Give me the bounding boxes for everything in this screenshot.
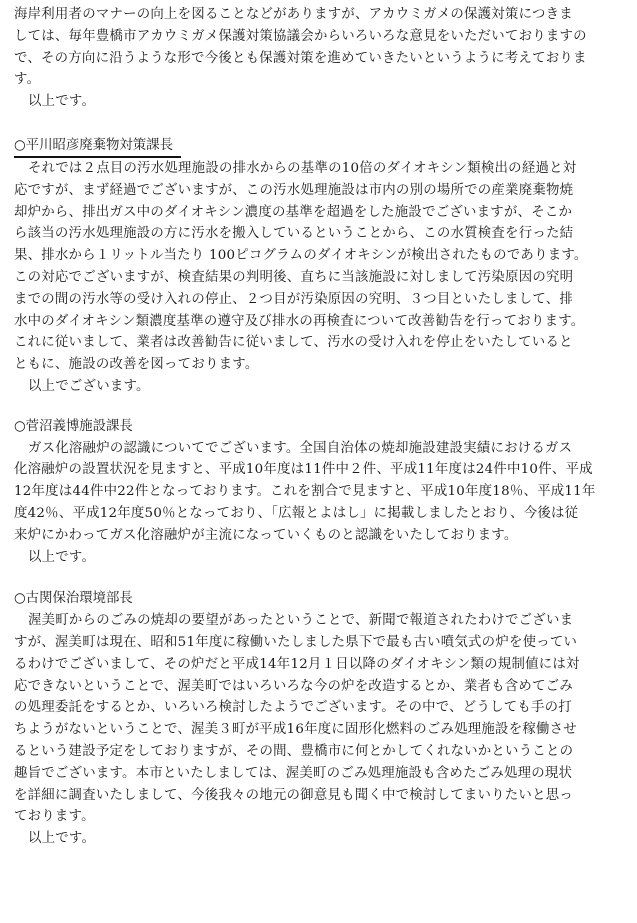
speech-line: 趣旨でございます。本市といたしましては、渥美町のごみ処理施設も含めたごみ処理の現状 — [14, 765, 573, 781]
speech-line: ら該当の汚水処理施設の方に汚水を搬入しているということから、この水質検査を行った結 — [14, 226, 574, 242]
speech-line: までの間の汚水等の受け入れの停止、２つ目が汚染原因の究明、３つ目といたしまして、排 — [14, 291, 573, 307]
speech-line: 12年度は44件中22件となっております。これを割合で見ますと、平成10年度18％、平成11年 — [14, 484, 596, 500]
speech-line: すが、渥美町は現在、昭和51年度に稼働いたしました県下で最も古い噴気式の炉を使ってい — [14, 634, 578, 650]
speech-closing: 以上です。 — [28, 549, 96, 565]
speech-line: 化溶融炉の設置状況を見ますと、平成10年度は11件中２件、平成11年度は24件中10件、平成 — [14, 462, 593, 478]
speaker-name: ○菅沼義博施設課長 — [14, 418, 133, 434]
speech-line: の処理委託をするとか、いろいろ検討したようでございます。その中で、どうしても手の打 — [14, 700, 572, 716]
intro-line: 海岸利用者のマナーの向上を図ることなどがありますが、アカウミガメの保護対策につきま — [14, 7, 573, 22]
speech-line: るという建設予定をしておりますが、その間、豊橋市に何とかしてくれないかということの — [14, 743, 574, 759]
speech-line: ともに、施設の改善を図っております。 — [14, 357, 259, 373]
speech-line: 果、排水から１リットル当たり 100ピコグラムのダイオキシンが検出されたものであります。 — [14, 248, 588, 264]
section-gap — [14, 398, 631, 415]
speech-line: ガス化溶融炉の認識についてでございます。全国自治体の焼却施設建設実績におけるガス — [28, 440, 573, 456]
speech-line: 渥美町からのごみの焼却の要望があったということで、新聞で報道されたわけでございま — [28, 613, 574, 629]
intro-line: す。 — [14, 72, 41, 88]
speech-line: この対応でございますが、検査結果の判明後、直ちに当該施設に対しまして汚染原因の究明 — [14, 269, 574, 285]
speech-line: るわけでございまして、その炉だと平成14年12月１日以降のダイオキシン類の規制値には対 — [14, 656, 580, 672]
speech-line: それでは２点目の汚水処理施設の排水からの基準の10倍のダイオキシン類検出の経過と対 — [28, 160, 577, 176]
speech-line: を詳細に調査いたしまして、今後我々の地元の御意見も聞く中で検討してまいりたいと思っ — [14, 787, 573, 803]
speaker-name: ○古関保治環境部長 — [14, 591, 133, 607]
speech-closing: 以上でございます。 — [28, 378, 150, 394]
speech-section-facilities — [14, 415, 631, 569]
speech-line: 却炉から、排出ガス中のダイオキシン濃度の基準を超過をした施設でございますが、そこか — [14, 204, 573, 220]
speech-line: 応できないということで、渥美町ではいろいろな今の炉を改造するとか、業者も含めてごみ — [14, 678, 573, 694]
speech-line: ちようがないということで、渥美３町が平成16年度に固形化燃料のごみ処理施設を稼働させ — [14, 722, 577, 738]
speech-line: 度42％、平成12年度50％となっており、「広報とよはし」に掲載しましたとおり、今後は従 — [14, 505, 579, 521]
speech-line: ております。 — [14, 809, 95, 825]
section-gap — [14, 568, 631, 587]
speech-line: 応ですが、まず経過でございますが、この汚水処理施設は市内の別の場所での産業廃棄物焼 — [14, 182, 574, 198]
speech-line: 来炉にかわってガス化溶融炉が主流になっていくものと認識をいたしております。 — [14, 527, 518, 543]
speaker-name: ○平川昭彦廃棄物対策課長 — [14, 136, 181, 158]
intro-closing: 以上です。 — [28, 94, 96, 110]
speech-closing: 以上です。 — [28, 831, 96, 847]
intro-line: で、その方向に沿うような形で今後とも保護対策を進めていきたいというように考えておりま — [14, 50, 587, 66]
intro-paragraph — [14, 4, 631, 113]
speech-section-environment — [14, 587, 631, 850]
speech-line: これに従いまして、業者は改善勧告に従いまして、汚水の受け入れを停止をいたしていると — [14, 335, 573, 351]
speech-line: 水中のダイオキシン類濃度基準の遵守及び排水の再検査について改善勧告を行っております。 — [14, 313, 585, 329]
intro-line: しては、毎年豊橋市アカウミガメ保護対策協議会からいろいろな意見をいただいておりますの — [14, 28, 587, 44]
section-gap — [14, 113, 631, 134]
speech-section-waste-management — [14, 134, 631, 398]
